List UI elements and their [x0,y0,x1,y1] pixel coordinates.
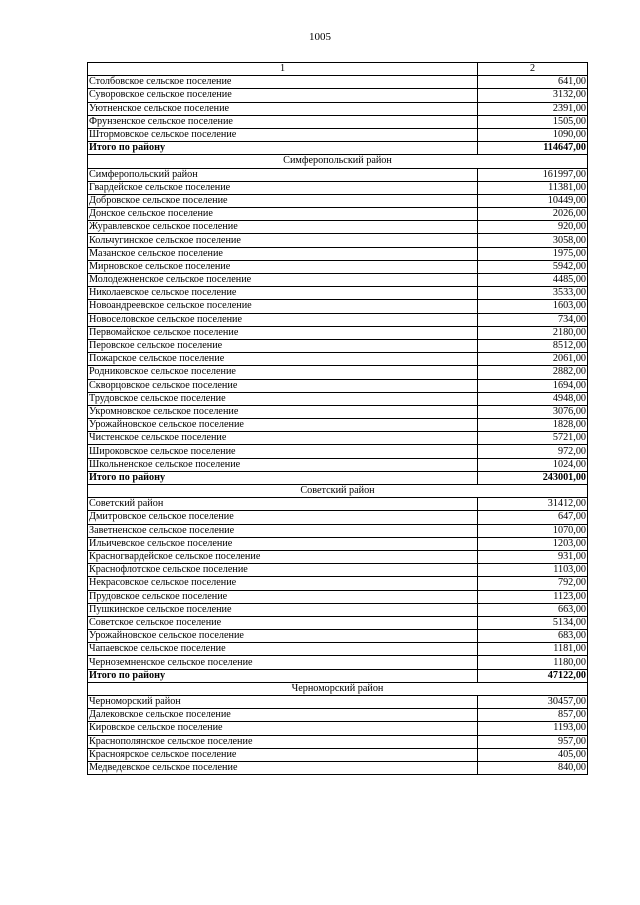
total-row [88,669,588,682]
table-row [88,577,588,590]
table-row [88,511,588,524]
amount-value: 2882,00 [478,366,588,379]
table-row [88,181,588,194]
settlement-name: Штормовское сельское поселение [88,128,478,141]
table-row [88,353,588,366]
amount-value: 10449,00 [478,194,588,207]
amount-value: 405,00 [478,748,588,761]
table-row [88,445,588,458]
total-value: 243001,00 [478,471,588,484]
table-row [88,550,588,563]
amount-value: 931,00 [478,550,588,563]
amount-value: 2026,00 [478,208,588,221]
table-row [88,656,588,669]
settlement-name: Советское сельское поселение [88,616,478,629]
table-row [88,458,588,471]
section-header-row [88,485,588,498]
amount-value: 31412,00 [478,498,588,511]
amount-value: 5134,00 [478,616,588,629]
table-row [88,392,588,405]
amount-value: 1505,00 [478,115,588,128]
table-row [88,287,588,300]
amount-value: 683,00 [478,630,588,643]
table-row [88,234,588,247]
total-label: Итого по району [88,669,478,682]
amount-value: 972,00 [478,445,588,458]
settlement-name: Добровское сельское поселение [88,194,478,207]
amount-value: 792,00 [478,577,588,590]
amount-value: 8512,00 [478,339,588,352]
amount-value: 857,00 [478,709,588,722]
total-row [88,142,588,155]
section-title: Черноморский район [88,682,588,695]
total-label: Итого по району [88,142,478,155]
amount-value: 647,00 [478,511,588,524]
table-row [88,115,588,128]
settlement-name: Некрасовское сельское поселение [88,577,478,590]
amount-value: 1603,00 [478,300,588,313]
amount-value: 957,00 [478,735,588,748]
total-row [88,471,588,484]
amount-value: 840,00 [478,761,588,774]
table-row [88,168,588,181]
table-row [88,722,588,735]
table-row [88,221,588,234]
amount-value: 2180,00 [478,326,588,339]
table-row [88,603,588,616]
settlement-name: Кольчугинское сельское поселение [88,234,478,247]
settlement-name: Чистенское сельское поселение [88,432,478,445]
settlement-name: Ильичевское сельское поселение [88,537,478,550]
column-header-1: 1 [88,63,478,76]
amount-value: 4485,00 [478,274,588,287]
settlement-name: Школьненское сельское поселение [88,458,478,471]
amount-value: 1181,00 [478,643,588,656]
table-row [88,260,588,273]
amount-value: 11381,00 [478,181,588,194]
table-row [88,76,588,89]
table-row [88,419,588,432]
amount-value: 4948,00 [478,392,588,405]
amount-value: 3058,00 [478,234,588,247]
table-row [88,300,588,313]
settlement-name: Советский район [88,498,478,511]
amount-value: 3132,00 [478,89,588,102]
settlement-name: Чапаевское сельское поселение [88,643,478,656]
amount-value: 1103,00 [478,564,588,577]
settlement-name: Черноземненское сельское поселение [88,656,478,669]
settlement-name: Трудовское сельское поселение [88,392,478,405]
settlement-name: Широковское сельское поселение [88,445,478,458]
amount-value: 1694,00 [478,379,588,392]
total-value: 47122,00 [478,669,588,682]
table-row [88,643,588,656]
table-row [88,274,588,287]
settlement-name: Фрунзенское сельское поселение [88,115,478,128]
amount-value: 1180,00 [478,656,588,669]
table-row [88,194,588,207]
section-header-row [88,682,588,695]
table-row [88,326,588,339]
amount-value: 1828,00 [478,419,588,432]
settlement-name: Скворцовское сельское поселение [88,379,478,392]
table-row [88,590,588,603]
amount-value: 1203,00 [478,537,588,550]
settlement-name: Прудовское сельское поселение [88,590,478,603]
amount-value: 734,00 [478,313,588,326]
settlement-name: Перовское сельское поселение [88,339,478,352]
settlement-name: Черноморский район [88,696,478,709]
table-row [88,498,588,511]
settlement-name: Столбовское сельское поселение [88,76,478,89]
table-row [88,537,588,550]
amount-value: 1090,00 [478,128,588,141]
total-label: Итого по району [88,471,478,484]
section-title: Симферопольский район [88,155,588,168]
settlement-name: Первомайское сельское поселение [88,326,478,339]
table-row [88,709,588,722]
table-row [88,208,588,221]
table-body [88,63,588,775]
settlement-name: Урожайновское сельское поселение [88,630,478,643]
amount-value: 1123,00 [478,590,588,603]
settlement-name: Краснополянское сельское поселение [88,735,478,748]
table-row [88,432,588,445]
settlement-name: Новоандреевское сельское поселение [88,300,478,313]
column-header-2: 2 [478,63,588,76]
page-number: 1005 [309,31,331,43]
amount-value: 30457,00 [478,696,588,709]
amount-value: 5942,00 [478,260,588,273]
table-row [88,405,588,418]
amount-value: 161997,00 [478,168,588,181]
table-row [88,524,588,537]
amount-value: 663,00 [478,603,588,616]
table-row [88,247,588,260]
settlement-name: Мирновское сельское поселение [88,260,478,273]
table-row [88,89,588,102]
settlement-name: Уютненское сельское поселение [88,102,478,115]
budget-table [87,62,588,775]
amount-value: 3533,00 [478,287,588,300]
amount-value: 5721,00 [478,432,588,445]
table-row [88,748,588,761]
table-row [88,128,588,141]
table-row [88,313,588,326]
settlement-name: Медведевское сельское поселение [88,761,478,774]
settlement-name: Родниковское сельское поселение [88,366,478,379]
settlement-name: Журавлевское сельское поселение [88,221,478,234]
amount-value: 2391,00 [478,102,588,115]
table-row [88,696,588,709]
table-row [88,630,588,643]
settlement-name: Пожарское сельское поселение [88,353,478,366]
table-row [88,564,588,577]
table-row [88,379,588,392]
table-row [88,339,588,352]
settlement-name: Красногвардейское сельское поселение [88,550,478,563]
table-row [88,102,588,115]
settlement-name: Дмитровское сельское поселение [88,511,478,524]
amount-value: 1975,00 [478,247,588,260]
table-row [88,366,588,379]
settlement-name: Молодежненское сельское поселение [88,274,478,287]
table-row [88,761,588,774]
amount-value: 920,00 [478,221,588,234]
settlement-name: Красноярское сельское поселение [88,748,478,761]
amount-value: 1070,00 [478,524,588,537]
settlement-name: Укромновское сельское поселение [88,405,478,418]
settlement-name: Мазанское сельское поселение [88,247,478,260]
settlement-name: Гвардейское сельское поселение [88,181,478,194]
section-title: Советский район [88,485,588,498]
settlement-name: Симферопольский район [88,168,478,181]
section-header-row [88,155,588,168]
amount-value: 3076,00 [478,405,588,418]
amount-value: 1193,00 [478,722,588,735]
settlement-name: Далековское сельское поселение [88,709,478,722]
settlement-name: Кировское сельское поселение [88,722,478,735]
amount-value: 1024,00 [478,458,588,471]
settlement-name: Донское сельское поселение [88,208,478,221]
amount-value: 641,00 [478,76,588,89]
amount-value: 2061,00 [478,353,588,366]
table-row [88,735,588,748]
total-value: 114647,00 [478,142,588,155]
settlement-name: Краснофлотское сельское поселение [88,564,478,577]
settlement-name: Заветненское сельское поселение [88,524,478,537]
settlement-name: Суворовское сельское поселение [88,89,478,102]
settlement-name: Николаевское сельское поселение [88,287,478,300]
table-header-row [88,63,588,76]
table-row [88,616,588,629]
settlement-name: Урожайновское сельское поселение [88,419,478,432]
settlement-name: Новоселовское сельское поселение [88,313,478,326]
settlement-name: Пушкинское сельское поселение [88,603,478,616]
